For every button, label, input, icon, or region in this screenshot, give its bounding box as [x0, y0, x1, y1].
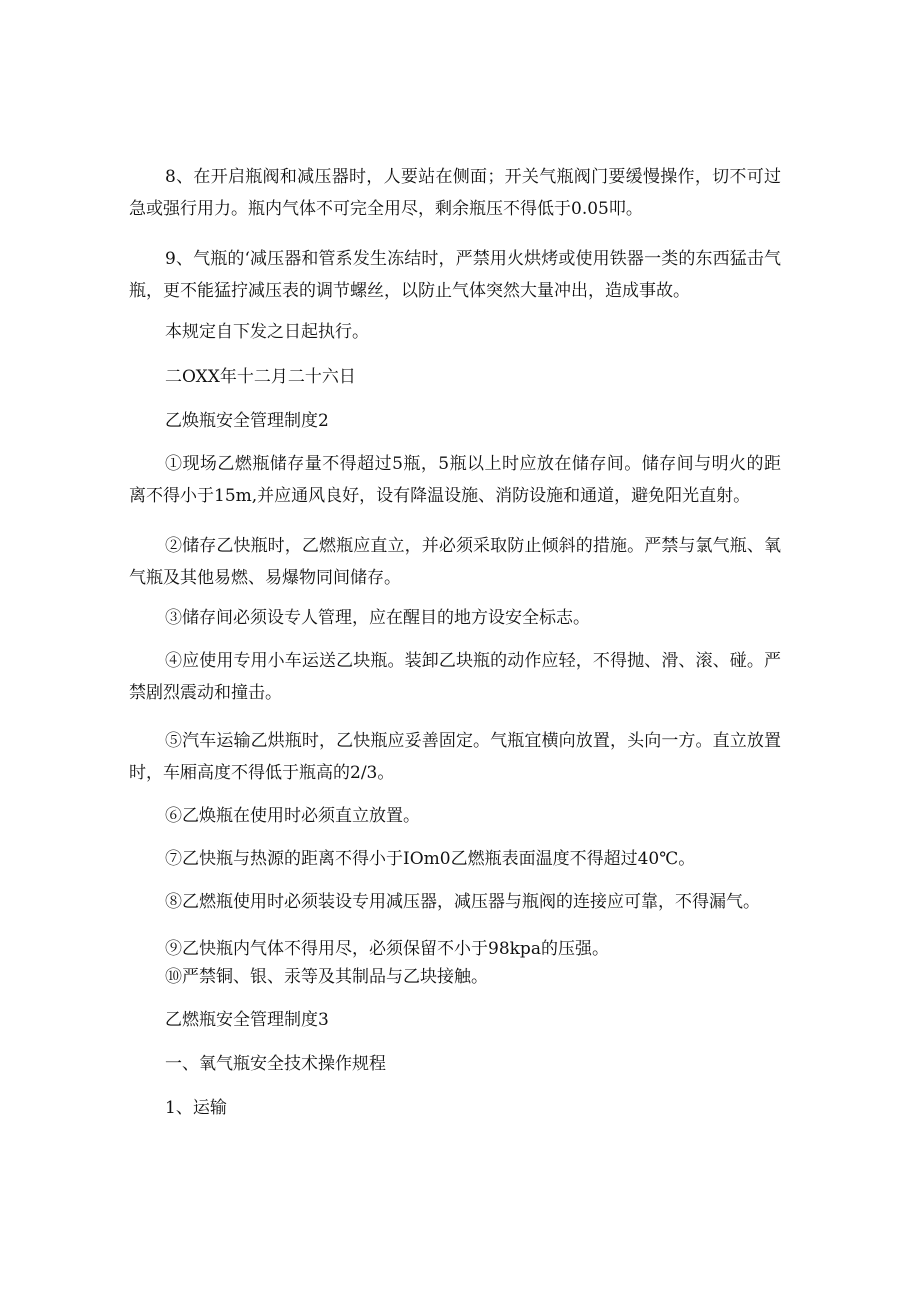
clause-5: ⑤汽车运输乙烘瓶时，乙快瓶应妥善固定。气瓶宜横向放置，头向一方。直立放置时，车厢高度不得低于瓶高的2/3。	[129, 731, 781, 783]
clause-6: ⑥乙焕瓶在使用时必须直立放置。	[165, 806, 420, 826]
date-line: 二OXX年十二月二十六日	[165, 367, 356, 387]
clause-2: ②储存乙快瓶时，乙燃瓶应直立，并必须采取防止倾斜的措施。严禁与氯气瓶、氧气瓶及其他易燃、易爆物同间储存。	[129, 536, 781, 588]
clause-8: ⑧乙燃瓶使用时必须装设专用减压器，减压器与瓶阀的连接应可靠，不得漏气。	[165, 892, 760, 912]
clause-3: ③储存间必须设专人管理，应在醒目的地方设安全标志。	[165, 608, 590, 628]
section-title-2: 乙焕瓶安全管理制度2	[165, 411, 329, 431]
clause-4: ④应使用专用小车运送乙块瓶。装卸乙块瓶的动作应轻，不得抛、滑、滚、碰。严禁剧烈震动和撞击。	[129, 651, 781, 703]
paragraph-item-9: 9、气瓶的‘减压器和管系发生冻结时，严禁用火烘烤或使用铁器一类的东西猛击气瓶，更不能猛拧减压表的调节螺丝，以防止气体突然大量冲出，造成事故。	[129, 249, 781, 301]
clause-7: ⑦乙快瓶与热源的距离不得小于IOm0乙燃瓶表面温度不得超过40℃。	[165, 849, 696, 869]
clause-1: ①现场乙燃瓶储存量不得超过5瓶，5瓶以上时应放在储存间。储存间与明火的距离不得小于15m,并应通风良好，设有降温设施、消防设施和通道，避免阳光直射。	[129, 454, 781, 506]
section-title-3: 乙燃瓶安全管理制度3	[165, 1010, 329, 1030]
effective-statement: 本规定自下发之日起执行。	[165, 322, 369, 342]
clause-10: ⑩严禁铜、银、汞等及其制品与乙块接触。	[165, 967, 488, 987]
clause-9: ⑨乙快瓶内气体不得用尽，必须保留不小于98kpa的压强。	[165, 939, 609, 959]
subsection-transport: 1、运输	[165, 1098, 227, 1118]
section-heading-oxygen: 一、氧气瓶安全技术操作规程	[165, 1054, 386, 1074]
paragraph-item-8: 8、在开启瓶阀和减压器时，人要站在侧面；开关气瓶阀门要缓慢操作，切不可过急或强行用力。瓶内气体不可完全用尽，剩余瓶压不得低于0.05叩。	[129, 167, 781, 219]
